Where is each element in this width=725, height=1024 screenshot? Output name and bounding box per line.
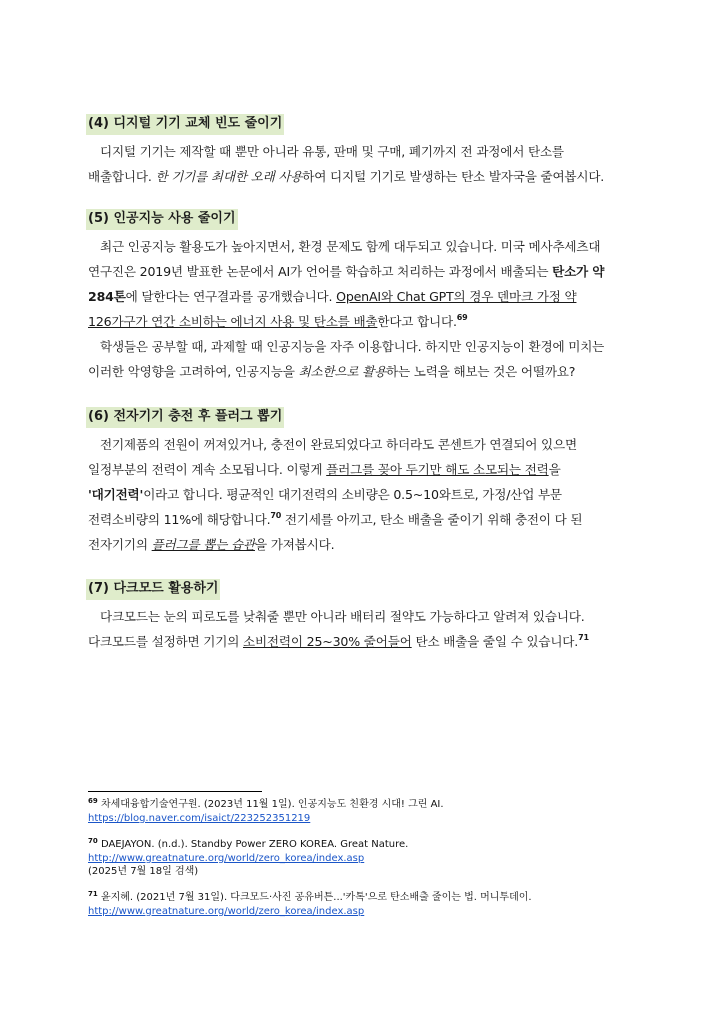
- paragraph-line: 연구진은 2019년 발표한 논문에서 AI가 언어를 학습하고 처리하는 과정에서 배출되는 탄소가 약: [88, 264, 605, 279]
- footnote-divider: [88, 791, 262, 792]
- footnote-extra: (2025년 7월 18일 검색): [88, 866, 199, 877]
- footnote-number: 69: [88, 797, 98, 805]
- footnote-ref[interactable]: 71: [578, 633, 589, 642]
- section-heading: (5) 인공지능 사용 줄이기: [86, 209, 238, 230]
- section-heading: (7) 다크모드 활용하기: [86, 579, 220, 600]
- footnote-69: $^{69}$ 차세대융합기술연구원. (2023년 11월 1일). 인공지능도 친환경 시대! 그린 AI. https://blog.naver.com/isaict/223252351219: [88, 797, 444, 824]
- bold-text: 탄소가 약: [552, 264, 605, 279]
- paragraph-line: 이러한 악영향을 고려하여, 인공지능을 최소한으로 활용하는 노력을 해보는 것은 어떨까요?: [88, 364, 576, 379]
- underlined-text: 126가구가 연간 소비하는 에너지 사용 및 탄소를 배출: [88, 314, 378, 329]
- paragraph-line: 전력소비량의 11%에 해당합니다.$^{70}$ 전기세를 아끼고, 탄소 배출을 줄이기 위해 충전이 다 된: [88, 511, 583, 527]
- section-dark-mode: [88, 577, 648, 654]
- section-unplug: [88, 405, 648, 557]
- paragraph-line: 전기제품의 전원이 꺼져있거나, 충전이 완료되었다고 하더라도 콘센트가 연결되어 있으면: [100, 437, 577, 452]
- underlined-text: OpenAI와 Chat GPT의 경우 덴마크 가정 약: [336, 289, 577, 304]
- footnote-70: $^{70}$ DAEJAYON. (n.d.). Standby Power ZERO KOREA. Great Nature. http://www.greatnature.org/world/zero_korea/index.asp (2025년 7월 18일 검색): [88, 838, 648, 879]
- bold-text: '대기전력': [88, 487, 144, 502]
- bold-text: 284톤: [88, 289, 126, 304]
- underlined-text: 소비전력이 25~30% 줄어들어: [243, 634, 412, 649]
- paragraph-line: 디지털 기기는 제작할 때 뿐만 아니라 유통, 판매 및 구매, 폐기까지 전 과정에서 탄소를: [100, 144, 564, 159]
- footnote-number: 70: [88, 837, 98, 845]
- section-heading: (6) 전자기기 충전 후 플러그 뽑기: [86, 407, 284, 428]
- footnote-link[interactable]: http://www.greatnature.org/world/zero_korea/index.asp: [88, 905, 365, 917]
- paragraph-line: 다크모드를 설정하면 기기의 소비전력이 25~30% 줄어들어 탄소 배출을 줄일 수 있습니다.$^{71}$: [88, 633, 589, 649]
- paragraph-line: 284톤에 달한다는 연구결과를 공개했습니다. OpenAI와 Chat GPT의 경우 덴마크 가정 약: [88, 289, 577, 304]
- footnote-link[interactable]: http://www.greatnature.org/world/zero_korea/index.asp: [88, 852, 365, 864]
- paragraph-line: 일정부분의 전력이 계속 소모됩니다. 이렇게 플러그를 꽂아 두기만 해도 소모되는 전력을: [88, 462, 561, 477]
- paragraph-line: 126가구가 연간 소비하는 에너지 사용 및 탄소를 배출한다고 합니다.$^{69}$: [88, 313, 468, 329]
- paragraph-line: 학생들은 공부할 때, 과제할 때 인공지능을 자주 이용합니다. 하지만 인공지능이 환경에 미치는: [100, 339, 605, 354]
- section-ai-usage: [88, 207, 648, 384]
- section-digital-devices: [88, 112, 648, 189]
- emphasis-text: 한 기기를 최대한 오래 사용: [155, 169, 303, 184]
- paragraph-line: 최근 인공지능 활용도가 높아지면서, 환경 문제도 함께 대두되고 있습니다. 미국 메사추세츠대: [100, 239, 601, 254]
- paragraph-line: 전자기기의 플러그를 뽑는 습관을 가져봅시다.: [88, 537, 335, 552]
- emphasis-underlined-text: 플러그를 뽑는 습관: [151, 537, 255, 552]
- underlined-text: 플러그를 꽂아 두기만 해도 소모되는 전력: [326, 462, 549, 477]
- paragraph-line: 배출합니다. 한 기기를 최대한 오래 사용하여 디지털 기기로 발생하는 탄소 발자국을 줄여봅시다.: [88, 169, 605, 184]
- paragraph-line: 다크모드는 눈의 피로도를 낮춰줄 뿐만 아니라 배터리 절약도 가능하다고 알려져 있습니다.: [100, 609, 585, 624]
- footnote-71: $^{71}$ 윤지혜. (2021년 7월 31일). 다크모드·사진 공유버튼...'카톡'으로 탄소배출 줄이는 법. 머니투데이. http://www.greatnature.org/world/zero_korea/index.asp: [88, 890, 532, 917]
- footnote-ref[interactable]: 70: [270, 511, 282, 520]
- section-heading: (4) 디지털 기기 교체 빈도 줄이기: [86, 114, 284, 135]
- footnote-number: 71: [88, 890, 98, 898]
- footnote-link[interactable]: https://blog.naver.com/isaict/223252351219: [88, 812, 311, 824]
- paragraph-line: '대기전력'이라고 합니다. 평균적인 대기전력의 소비량은 0.5~10와트로, 가정/산업 부문: [88, 487, 562, 502]
- emphasis-text: 최소한으로 활용: [298, 364, 387, 379]
- footnote-ref[interactable]: 69: [456, 313, 468, 322]
